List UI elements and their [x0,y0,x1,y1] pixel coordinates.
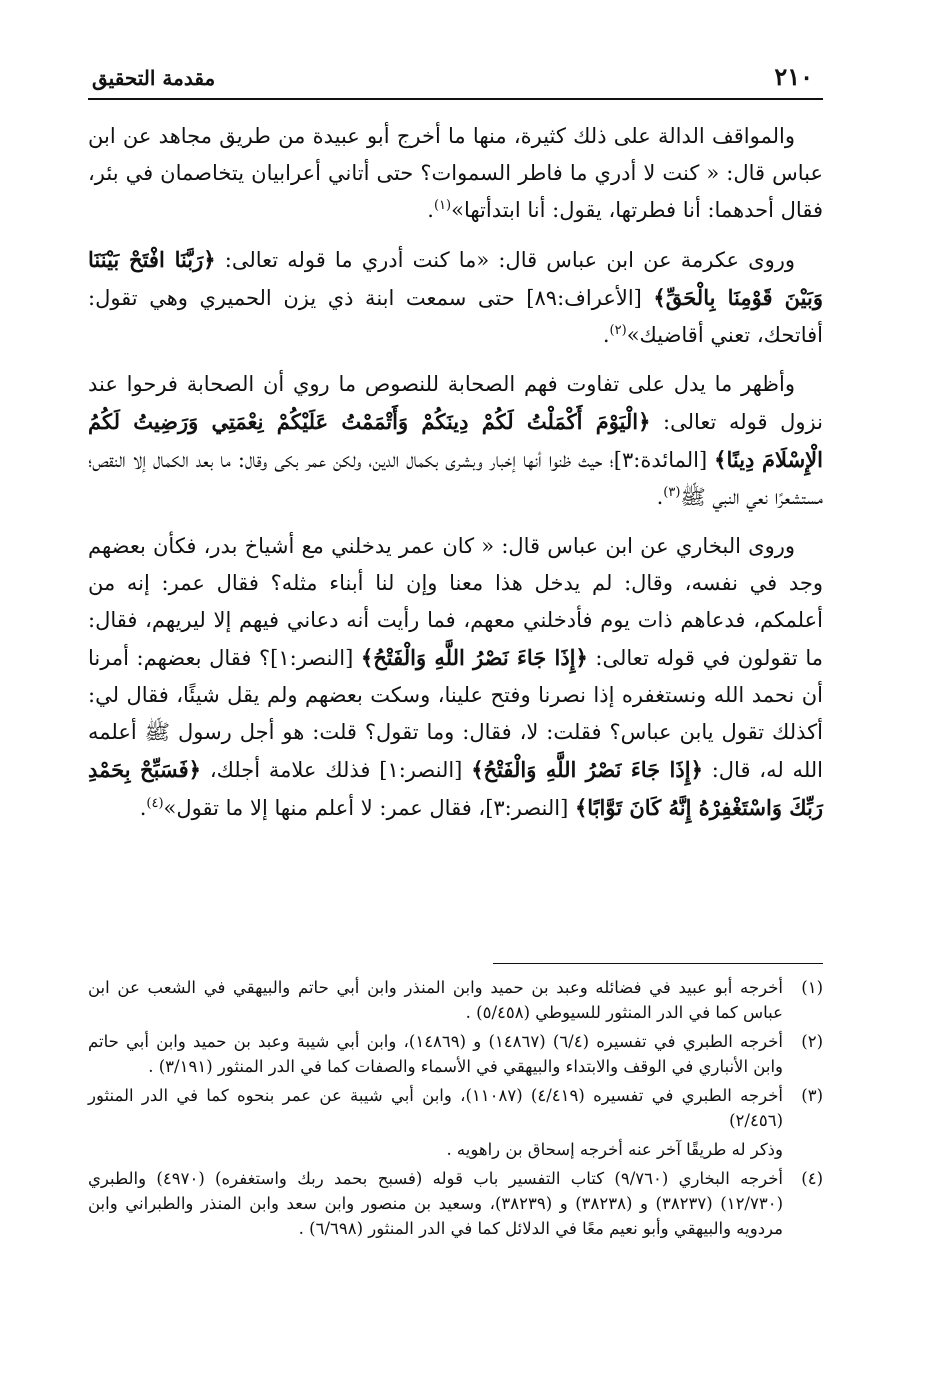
footnote-3 [88,1083,823,1133]
paragraph-text: [النصر:١]؟ فقال بعضهم: أمرنا أن نحمد الله ونستغفره إذا نصرنا وفتح علينا، وسكت بعضهم ولم يقل شيئًا، فقال لي: أكذلك تقول يابن عباس؟ فقلت: لا، فقال: وما تقول؟ قلت: هو أجل رسول ﷺ أعلمه الله له، قال: [88,646,823,782]
page-header [88,60,823,100]
paragraph-end: . [656,485,664,509]
footnote-text: أخرجه أبو عبيد في فضائله وعبد بن حميد وابن المنذر وابن أبي حاتم والبيهقي في الشعب عن ابن عباس كما في الدر المنثور للسيوطي (٥/٤٥٨) . [88,978,783,1022]
footnote-number: (٢) [801,1032,823,1051]
paragraph-text: [النصر:١] فذلك علامة أجلك، [201,758,472,782]
footnote-text: أخرجه الطبري في تفسيره (٤/٤١٩) (١١٠٨٧)، وابن أبي شيبة عن عمر بنحوه كما في الدر المنثور (٢/٤٥٦) [88,1086,784,1130]
quran-verse: ﴿رَبَّنَا افْتَحْ بَيْنَنَا وَبَيْنَ قَوْمِنَا بِالْحَقِّ﴾ [88,247,823,310]
footnote-2 [88,1029,823,1079]
paragraph-end: . [602,323,610,347]
paragraph-4 [88,528,823,827]
footnote-text: أخرجه البخاري (٩/٧٦٠) كتاب التفسير باب قوله (فسبح بحمد ربك واستغفره) (٤٩٧٠) والطبري (١٢/٧٣٠) (٣٨٢٣٧) و (٣٨٢٣٨) و (٣٨٢٣٩)، وسعيد بن منصور وابن سعد وابن المنذر والطبراني وابن مردويه والبيهقي وأبو نعيم معًا في الدلائل كما في الدر المنثور (٦/٦٩٨) . [88,1169,784,1238]
paragraph-text: وروى عكرمة عن ابن عباس قال: «ما كنت أدري ما قوله تعالى: [215,248,796,272]
footnote-3-continuation: وذكر له طريقًا آخر عنه أخرجه إسحاق بن راهويه . [446,1140,783,1159]
paragraph-text: [المائدة:٣]؛ حيث ظنوا أنها إخبار وبشرى بكمال الدين، ولكن عمر بكى وقال: ما بعد الكمال إلا النقص؛ مستشعرًا نعي النبي ﷺ [88,448,823,509]
footnote-text: أخرجه الطبري في تفسيره (٦/٤) (١٤٨٦٧) و (١٤٨٦٩)، وابن أبي شيبة وعبد بن حميد وابن أبي حاتم وابن الأنباري في الوقف والابتداء والبيهقي في الأسماء والصفات كما في الدر المنثور (٣/١٩١) . [88,1032,783,1076]
footnote-number: (٣) [801,1086,823,1105]
footnote-number: (٤) [801,1169,823,1188]
paragraph-3 [88,366,823,516]
footnote-1 [88,975,823,1025]
footnote-4 [88,1166,823,1241]
paragraph-text: وروى البخاري عن ابن عباس قال: « كان عمر يدخلني مع أشياخ بدر، فكأن بعضهم وجد في نفسه، وقال: لم يدخل هذا معنا وإن لنا أبناء مثله؟ فقال عمر: إنه من أعلمكم، فدعاهم ذات يوم فأدخلني معهم، فما رأيت أنه دعاني فيهم إلا ليريهم، فقال: ما تقولون في قوله تعالى: [88,534,824,670]
paragraph-text: وأظهر ما يدل على تفاوت فهم الصحابة للنصوص ما روي أن الصحابة فرحوا عند نزول قوله تعالى: [88,372,823,434]
quran-verse: ﴿إِذَا جَاءَ نَصْرُ اللَّهِ وَالْفَتْحُ﴾ [471,757,703,782]
paragraph-end: . [427,198,434,222]
paragraph-1 [88,118,823,229]
running-title: مقدمة التحقيق [92,66,216,90]
quran-verse: ﴿الْيَوْمَ أَكْمَلْتُ لَكُمْ دِينَكُمْ وَأَتْمَمْتُ عَلَيْكُمْ نِعْمَتِي وَرَضِيتُ لَكُمُ الْإِسْلَامَ دِينًا﴾ [88,409,823,472]
page-number: ٢١٠ [774,62,813,91]
footnote-rule [493,963,823,964]
footnote-ref-3: (٣) [663,485,681,500]
quran-verse: ﴿فَسَبِّحْ بِحَمْدِ رَبِّكَ وَاسْتَغْفِرْهُ إِنَّهُ كَانَ تَوَّابًا﴾ [88,757,823,820]
paragraph-2 [88,241,823,354]
paragraph-text: [النصر:٣]، فقال عمر: لا أعلم منها إلا ما تقول» [163,796,575,820]
footnotes [88,975,823,1245]
quran-verse: ﴿إِذَا جَاءَ نَصْرُ اللَّهِ وَالْفَتْحُ﴾ [360,645,588,670]
footnote-ref-4: (٤) [146,796,164,811]
main-text [88,118,823,839]
footnote-number: (١) [801,978,823,997]
footnote-ref-1: (١) [433,198,452,213]
paragraph-end: . [139,796,147,820]
footnote-ref-2: (٢) [609,323,627,338]
header-rule [88,98,823,100]
paragraph-text: والمواقف الدالة على ذلك كثيرة، منها ما أخرج أبو عبيدة من طريق مجاهد عن ابن عباس قال: « كنت لا أدري ما فاطر السموات؟ حتى أتاني أعرابيان يتخاصمان في بئر، فقال أحدهما: أنا فطرتها، يقول: أنا ابتدأتها» [88,124,823,222]
paragraph-text: [الأعراف:٨٩] حتى سمعت ابنة ذي يزن الحميري وهي تقول: أفاتحك، تعني أقاضيك» [88,286,823,347]
